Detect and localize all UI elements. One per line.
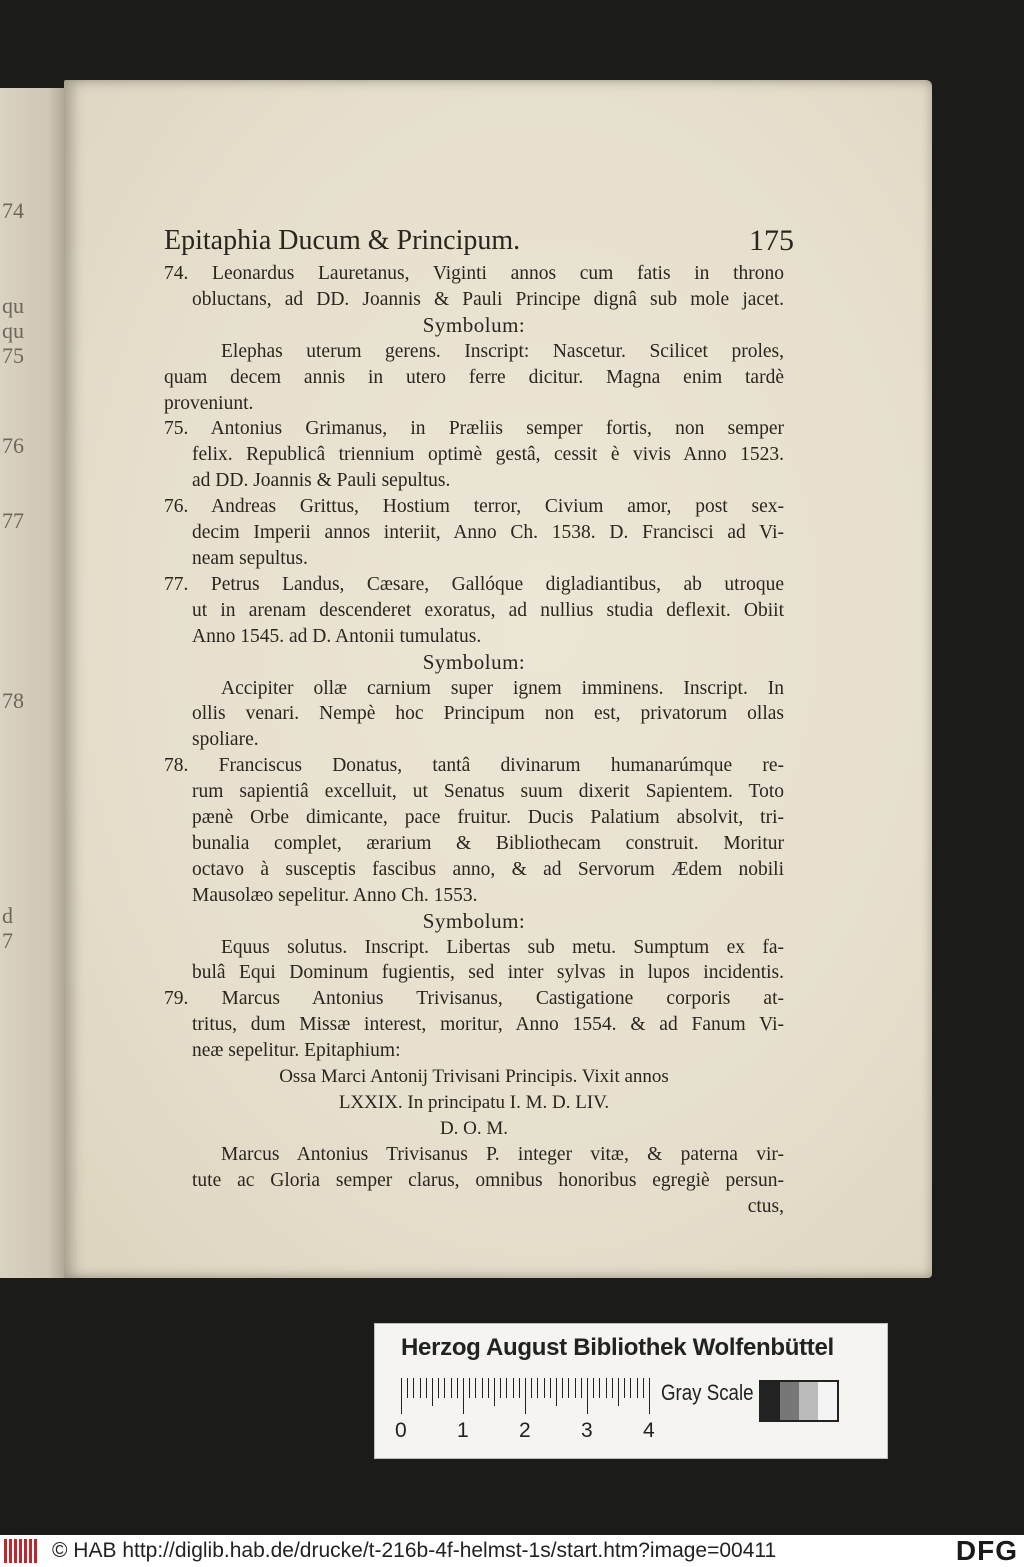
scale-ruler (401, 1378, 651, 1414)
ruler-tick (426, 1378, 427, 1398)
facing-page-fragment: 7 (2, 928, 13, 953)
ruler-tick (401, 1378, 402, 1414)
ruler-tick (606, 1378, 607, 1398)
text-line: tritus, dum Missæ interest, moritur, Anno 1554. & ad Fanum Vi- (192, 1014, 784, 1036)
ruler-label: 2 (519, 1419, 531, 1442)
text-line: Equus solutus. Inscript. Libertas sub metu. Sumptum ex fa- (221, 936, 784, 958)
logo-bar (9, 1539, 12, 1563)
book-page (64, 80, 932, 1278)
facing-page-fragment: 74 (2, 198, 24, 223)
ruler-tick (444, 1378, 445, 1398)
gray-swatch (761, 1382, 780, 1420)
text-line: D. O. M. (439, 1117, 509, 1139)
ruler-tick (438, 1378, 439, 1398)
text-line: ut in arenam descenderet exoratus, ad nullius studia deflexit. Obiit (192, 599, 784, 621)
ruler-tick (550, 1378, 551, 1398)
facing-page-fragment: 75 (2, 343, 24, 368)
ruler-tick (482, 1378, 483, 1398)
ruler-tick (649, 1378, 650, 1414)
ruler-tick (451, 1378, 452, 1398)
text-line: octavo à susceptis fascibus anno, & ad Servorum Ædem nobili (192, 858, 784, 880)
text-line: bulâ Equi Dominum fugientis, sed inter sylvas in lupos incidentis. (192, 962, 784, 984)
ruler-tick (624, 1378, 625, 1398)
text-line: decim Imperii annos interiit, Anno Ch. 1538. D. Francisci ad Vi- (192, 522, 784, 544)
text-line: rum sapientiâ excelluit, ut Senatus suum dixerit Sapientem. Toto (192, 781, 784, 803)
library-name: Herzog August Bibliothek Wolfenbüttel (401, 1334, 834, 1361)
text-line: quam decem annis in utero ferre dicitur. Magna enim tardè (164, 366, 784, 388)
ruler-tick (556, 1378, 557, 1406)
ruler-tick (513, 1378, 514, 1398)
text-line: obluctans, ad DD. Joannis & Pauli Principe dignâ sub mole jacet. (192, 288, 784, 310)
ruler-tick (469, 1378, 470, 1398)
page-text (164, 220, 794, 1220)
text-line: LXXIX. In principatu I. M. D. LIV. (338, 1092, 610, 1113)
text-line: 75. Antonius Grimanus, in Præliis semper fortis, non semper (164, 418, 784, 440)
ruler-tick (519, 1378, 520, 1398)
text-line: neam sepultus. (192, 547, 308, 569)
color-target-card (374, 1323, 888, 1459)
ruler-tick (568, 1378, 569, 1398)
text-line: felix. Republicâ triennium optimè gestâ, cessit è vivis Anno 1523. (192, 444, 784, 466)
facing-page-fragment: qu (2, 318, 24, 343)
footer-bar (0, 1535, 1024, 1567)
logo-bar (29, 1539, 32, 1563)
body-lines (164, 261, 784, 1220)
ruler-label: 1 (457, 1419, 469, 1442)
source-url[interactable]: © HAB http://diglib.hab.de/drucke/t-216b-4f-helmst-1s/start.htm?image=00411 (52, 1539, 777, 1562)
ruler-tick (420, 1378, 421, 1398)
ruler-tick (525, 1378, 526, 1414)
ruler-label: 3 (581, 1419, 593, 1442)
text-line: tute ac Gloria semper clarus, omnibus honoribus egregiè persun- (192, 1169, 784, 1191)
logo-bar (19, 1539, 22, 1563)
ruler-tick (475, 1378, 476, 1398)
ruler-tick (494, 1378, 495, 1406)
dfg-logo: DFG (955, 1535, 1018, 1566)
text-line: 79. Marcus Antonius Trivisanus, Castigatione corporis at- (164, 988, 784, 1010)
text-line: bunalia complet, ærarium & Bibliothecam construit. Moritur (192, 832, 784, 854)
ruler-label: 0 (395, 1419, 407, 1442)
running-head-title: Epitaphia Ducum & Principum. (164, 225, 521, 256)
text-line: ad DD. Joannis & Pauli sepultus. (192, 470, 451, 492)
ruler-tick (500, 1378, 501, 1398)
ruler-tick (432, 1378, 433, 1406)
ruler-tick (593, 1378, 594, 1398)
text-line: 78. Franciscus Donatus, tantâ divinarum humanarúmque re- (164, 755, 784, 777)
ruler-tick (618, 1378, 619, 1406)
text-line: 74. Leonardus Lauretanus, Viginti annos cum fatis in throno (164, 263, 784, 284)
facing-page-fragment: 77 (2, 508, 24, 533)
text-line: Symbolum: (422, 908, 526, 933)
text-line: Elephas uterum gerens. Inscript: Nascetur. Scilicet proles, (221, 340, 784, 362)
ruler-tick (637, 1378, 638, 1398)
text-line: Anno 1545. ad D. Antonii tumulatus. (192, 625, 482, 647)
ruler-tick (599, 1378, 600, 1398)
text-line: Symbolum: (422, 312, 526, 337)
ruler-tick (488, 1378, 489, 1398)
text-line: ctus, (747, 1195, 784, 1217)
text-line: Accipiter ollæ carnium super ignem imminens. Inscript. In (221, 677, 784, 699)
logo-bar (24, 1539, 27, 1563)
text-line: 77. Petrus Landus, Cæsare, Gallóque digladiantibus, ab utroque (164, 573, 784, 595)
logo-bar (14, 1539, 17, 1563)
text-line: ollis venari. Nempè hoc Principum non est, privatorum ollas (192, 703, 784, 725)
facing-page-fragment: d (2, 903, 13, 928)
gray-scale-label: Gray Scale (661, 1380, 754, 1405)
ruler-tick (407, 1378, 408, 1398)
text-line: spoliare. (192, 729, 259, 751)
ruler-tick (587, 1378, 588, 1414)
gray-swatch (818, 1382, 837, 1420)
text-line: pænè Orbe dimicante, pace fruitur. Ducis Palatium absolvit, tri- (192, 807, 784, 829)
facing-page-fragment: qu (2, 293, 24, 318)
text-line: neæ sepelitur. Epitaphium: (192, 1040, 401, 1062)
ruler-tick (581, 1378, 582, 1398)
ruler-tick (562, 1378, 563, 1398)
page-number: 175 (749, 224, 794, 257)
text-line: proveniunt. (164, 392, 254, 414)
gray-scale-swatches (759, 1380, 839, 1422)
ruler-tick (575, 1378, 576, 1398)
ruler-tick (544, 1378, 545, 1398)
ruler-tick (531, 1378, 532, 1398)
ruler-tick (463, 1378, 464, 1414)
text-line: 76. Andreas Grittus, Hostium terror, Civium amor, post sex- (164, 496, 784, 518)
logo-bar (34, 1539, 37, 1563)
facing-page-fragment: 78 (2, 688, 24, 713)
text-line: Symbolum: (422, 649, 526, 674)
ruler-tick (413, 1378, 414, 1398)
text-line: Ossa Marci Antonij Trivisani Principis. Vixit annos (279, 1066, 669, 1088)
running-head (164, 220, 794, 262)
ruler-tick (612, 1378, 613, 1398)
facing-page-fragment: 76 (2, 433, 24, 458)
facing-page-edge (0, 88, 72, 1278)
hab-logo-icon (4, 1539, 44, 1563)
gray-swatch (799, 1382, 818, 1420)
text-line: Mausolæo sepelitur. Anno Ch. 1553. (192, 884, 478, 906)
ruler-tick (630, 1378, 631, 1398)
ruler-tick (643, 1378, 644, 1398)
ruler-tick (537, 1378, 538, 1398)
ruler-tick (457, 1378, 458, 1398)
logo-bar (4, 1539, 7, 1563)
ruler-label: 4 (643, 1419, 655, 1442)
gray-swatch (780, 1382, 799, 1420)
text-line: Marcus Antonius Trivisanus P. integer vitæ, & paterna vir- (221, 1143, 784, 1165)
ruler-tick (506, 1378, 507, 1398)
